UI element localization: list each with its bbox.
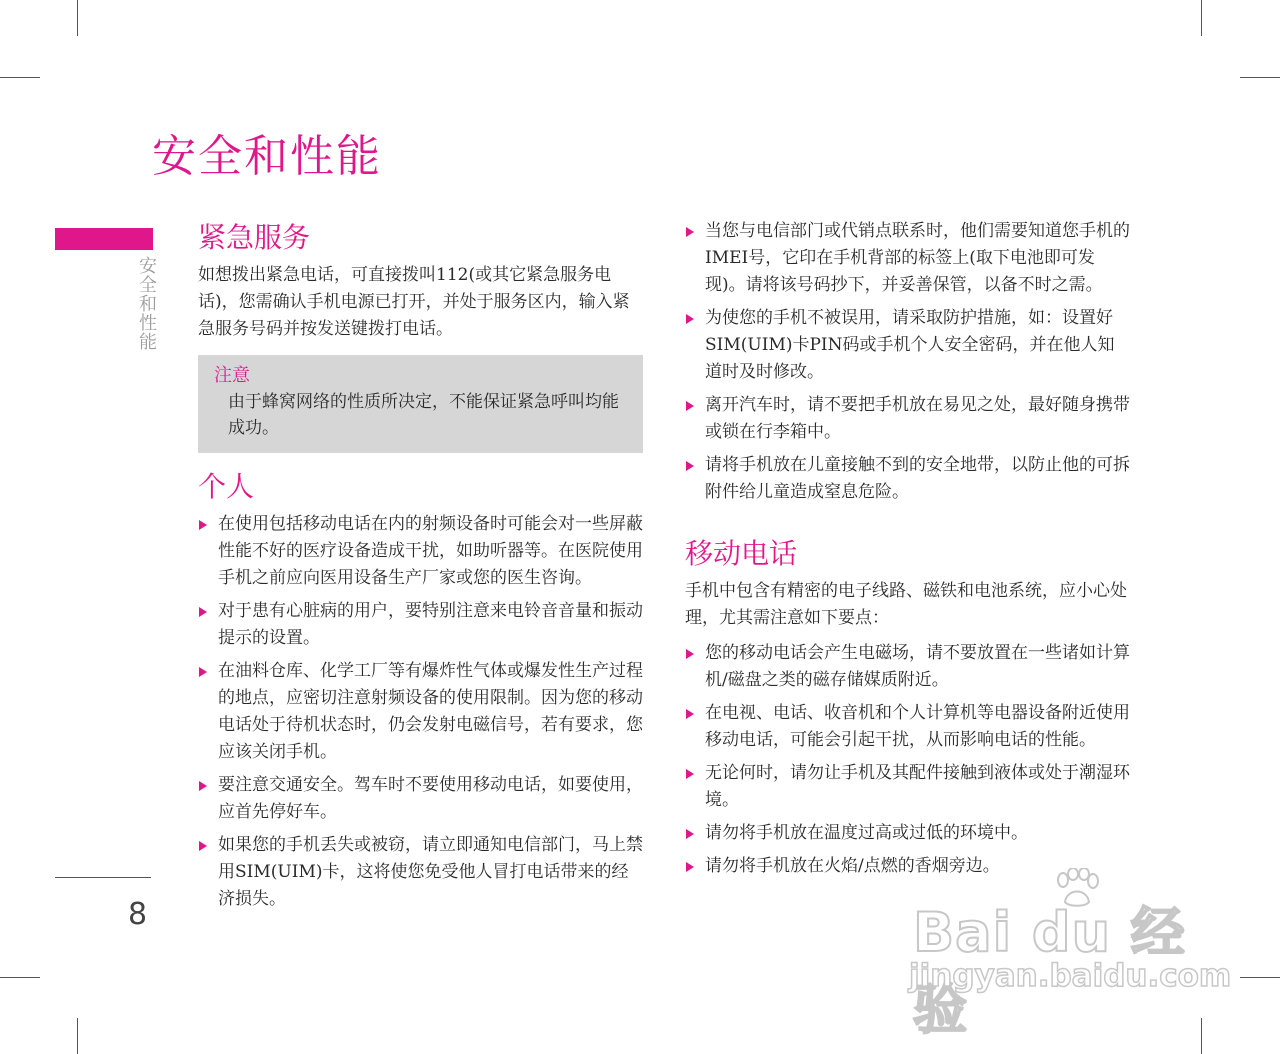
bullet-triangle-icon <box>199 781 207 791</box>
left-column <box>198 218 643 919</box>
list-item-text: 如果您的手机丢失或被窃，请立即通知电信部门，马上禁用SIM(UIM)卡，这将使您免受他人冒打电话带来的经济损失。 <box>218 835 643 909</box>
bullet-triangle-icon <box>686 461 694 471</box>
personal-heading: 个人 <box>198 470 255 503</box>
bullet-triangle-icon <box>686 401 694 411</box>
bullet-triangle-icon <box>686 769 694 779</box>
bullet-triangle-icon <box>686 709 694 719</box>
crop-mark <box>77 1018 78 1054</box>
list-item-text: 当您与电信部门或代销点联系时，他们需要知道您手机的IMEI号，它印在手机背部的标签上(取下电池即可发现)。请将该号码抄下，并妥善保管，以备不时之需。 <box>705 221 1130 295</box>
list-item <box>685 218 1130 299</box>
list-item <box>198 598 643 652</box>
note-box <box>198 355 643 453</box>
page-number: 8 <box>128 897 148 932</box>
bullet-triangle-icon <box>199 607 207 617</box>
crop-mark <box>0 77 40 78</box>
emergency-body: 如想拨出紧急电话，可直接拨叫112(或其它紧急服务电话)，您需确认手机电源已打开，并处于服务区内，输入紧急服务号码并按发送键拨打电话。 <box>198 265 630 339</box>
list-item-text: 要注意交通安全。驾车时不要使用移动电话，如要使用，应首先停好车。 <box>218 775 643 822</box>
mobile-heading: 移动电话 <box>685 537 798 570</box>
list-item-text: 在油料仓库、化学工厂等有爆炸性气体或爆发性生产过程的地点，应密切注意射频设备的使用限制。因为您的移动电话处于待机状态时，仍会发射电磁信号，若有要求，您应该关闭手机。 <box>218 661 643 762</box>
mobile-bullet-list <box>685 640 1130 880</box>
list-item-text: 在电视、电话、收音机和个人计算机等电器设备附近使用移动电话，可能会引起干扰，从而影响电话的性能。 <box>705 703 1130 750</box>
list-item <box>685 760 1130 814</box>
watermark-url: jingyan.baidu.com <box>909 958 1232 994</box>
page-number-rule <box>55 877 151 878</box>
crop-mark <box>1201 0 1202 36</box>
bullet-triangle-icon <box>686 862 694 872</box>
list-item <box>685 305 1130 386</box>
list-item-text: 您的移动电话会产生电磁场，请不要放置在一些诸如计算机/磁盘之类的磁存储媒质附近。 <box>705 643 1130 690</box>
list-item <box>198 658 643 766</box>
list-item-text: 在使用包括移动电话在内的射频设备时可能会对一些屏蔽性能不好的医疗设备造成干扰，如助听器等。在医院使用手机之前应向医用设备生产厂家或您的医生咨询。 <box>218 514 643 588</box>
list-item-text: 请勿将手机放在温度过高或过低的环境中。 <box>705 823 1028 843</box>
emergency-heading: 紧急服务 <box>198 221 311 254</box>
list-item <box>685 452 1130 506</box>
list-item <box>198 772 643 826</box>
list-item-text: 为使您的手机不被误用，请采取防护措施，如：设置好SIM(UIM)卡PIN码或手机个人安全密码，并在他人知道时及时修改。 <box>705 308 1115 382</box>
note-body: 由于蜂窝网络的性质所决定，不能保证紧急呼叫均能成功。 <box>228 392 619 438</box>
bullet-triangle-icon <box>686 649 694 659</box>
list-item <box>685 640 1130 694</box>
right-column <box>685 218 1130 886</box>
crop-mark <box>77 0 78 36</box>
crop-mark <box>1240 977 1280 978</box>
list-item <box>198 832 643 913</box>
section-marker-bar <box>55 228 153 250</box>
list-item <box>685 392 1130 446</box>
crop-mark <box>1240 77 1280 78</box>
baidu-watermark <box>905 868 1232 1041</box>
bullet-triangle-icon <box>199 667 207 677</box>
mobile-intro: 手机中包含有精密的电子线路、磁铁和电池系统，应小心处理，尤其需注意如下要点： <box>685 581 1127 628</box>
bullet-triangle-icon <box>199 520 207 530</box>
bullet-triangle-icon <box>686 314 694 324</box>
bullet-triangle-icon <box>686 829 694 839</box>
list-item-text: 离开汽车时，请不要把手机放在易见之处，最好随身携带或锁在行李箱中。 <box>705 395 1130 442</box>
list-item <box>685 820 1130 847</box>
crop-mark <box>0 977 40 978</box>
watermark-logo-text: Bai du 经验 <box>913 901 1186 1041</box>
note-title: 注意 <box>214 365 250 386</box>
list-item-text: 无论何时，请勿让手机及其配件接触到液体或处于潮湿环境。 <box>705 763 1130 810</box>
list-item-text: 请将手机放在儿童接触不到的安全地带，以防止他的可拆附件给儿童造成窒息危险。 <box>705 455 1130 502</box>
side-tab-label: 安全和性能 <box>136 256 157 351</box>
page-title: 安全和性能 <box>152 131 382 182</box>
list-item-text: 请勿将手机放在火焰/点燃的香烟旁边。 <box>705 856 1000 876</box>
list-item-text: 对于患有心脏病的用户，要特别注意来电铃音音量和振动提示的设置。 <box>218 601 643 648</box>
list-item <box>685 700 1130 754</box>
list-item <box>198 511 643 592</box>
bullet-triangle-icon <box>199 841 207 851</box>
security-bullet-list <box>685 218 1130 506</box>
personal-bullet-list <box>198 511 643 913</box>
bullet-triangle-icon <box>686 227 694 237</box>
